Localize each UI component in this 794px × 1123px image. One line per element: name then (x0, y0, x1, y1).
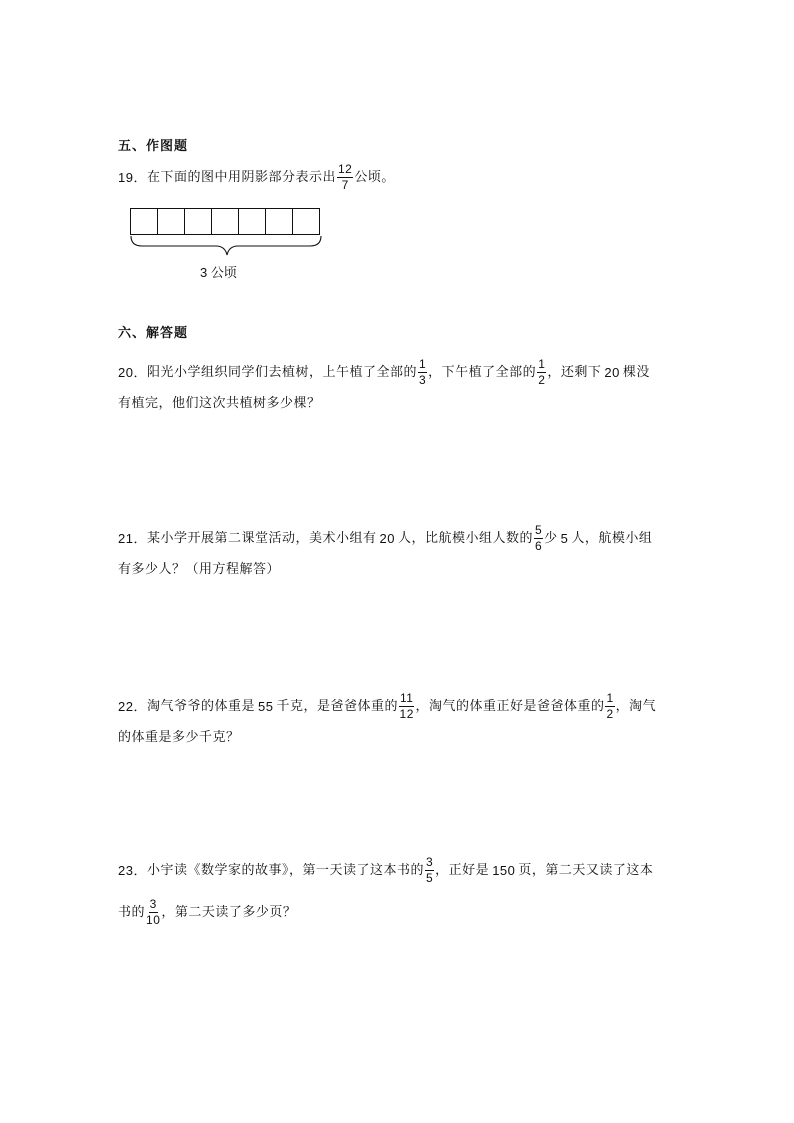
question-text: 少 (544, 530, 558, 546)
question-23-line-2 (118, 898, 296, 927)
fraction-numerator: 3 (149, 897, 157, 911)
question-number: 23． (118, 862, 147, 878)
question-text: ，第二天读了多少页？ (161, 904, 297, 920)
question-text: 千克，是爸爸体重的 (276, 698, 398, 714)
question-text: 在下面的图中用阴影部分表示出 (146, 169, 336, 185)
question-number-value: 20 (604, 364, 620, 380)
fraction-11-12 (399, 692, 414, 721)
fraction-denominator: 12 (399, 707, 414, 721)
fraction-numerator: 5 (534, 523, 543, 537)
question-text: 页，第二天又读了这本 (518, 862, 654, 878)
question-text: 棵没 (622, 364, 650, 380)
question-number-value: 150 (492, 862, 516, 878)
question-number: 21． (118, 530, 147, 546)
grid-cell[interactable] (239, 209, 266, 234)
grid-cell[interactable] (158, 209, 185, 234)
fraction-denominator: 3 (418, 373, 427, 387)
fraction-denominator: 10 (146, 913, 161, 927)
fraction-3-5 (425, 856, 434, 885)
section-six-title: 六、解答题 (118, 326, 189, 341)
question-text: 淘气爷爷的体重是 (146, 698, 255, 714)
shading-grid[interactable] (130, 208, 320, 235)
fraction-5-6 (534, 524, 543, 553)
question-text: ，还剩下 (547, 364, 602, 380)
total-area-label: 3 公顷 (200, 265, 237, 280)
question-text: 某小学开展第二课堂活动，美术小组有 (146, 530, 377, 546)
question-number-value: 5 (560, 530, 569, 546)
fraction-numerator: 1 (538, 357, 546, 371)
question-text: ，淘气 (615, 698, 657, 714)
fraction-3-10 (146, 898, 160, 927)
question-20-line-2: 有植完，他们这次共植树多少棵？ (118, 396, 321, 411)
curly-brace-icon (128, 234, 324, 260)
question-number-value: 20 (379, 530, 395, 546)
question-text: 人，比航模小组人数的 (397, 530, 533, 546)
grid-cell[interactable] (293, 209, 319, 234)
question-number: 22． (118, 698, 147, 714)
question-22-line-2: 的体重是多少千克？ (118, 730, 240, 745)
fraction-numerator: 11 (399, 691, 414, 705)
fraction-1-2 (537, 358, 546, 387)
question-text: 小宇读《数学家的故事》，第一天读了这本书的 (146, 862, 424, 878)
fraction-1-3 (418, 358, 427, 387)
question-19 (118, 163, 395, 192)
fraction-denominator: 5 (425, 871, 434, 885)
question-number: 20． (118, 364, 147, 380)
fraction-1-2 (605, 692, 614, 721)
grid-cell[interactable] (131, 209, 158, 234)
question-21-line-2: 有多少人？（用方程解答） (118, 562, 281, 577)
question-number-value: 55 (257, 698, 274, 714)
question-number: 19． (118, 169, 147, 185)
grid-cell[interactable] (266, 209, 293, 234)
fraction-denominator: 2 (538, 373, 546, 387)
question-text: ，淘气的体重正好是爸爸体重的 (415, 698, 605, 714)
question-text: ，正好是 (435, 862, 490, 878)
fraction-numerator: 1 (606, 691, 614, 705)
fraction-12-7 (337, 163, 353, 192)
grid-cell[interactable] (212, 209, 239, 234)
question-text: ，下午植了全部的 (428, 364, 537, 380)
question-text: 阳光小学组织同学们去植树，上午植了全部的 (146, 364, 417, 380)
fraction-denominator: 2 (606, 707, 614, 721)
question-23-line-1 (118, 856, 653, 885)
fraction-numerator: 1 (418, 357, 427, 371)
question-20-line-1 (118, 358, 650, 387)
fraction-denominator: 6 (534, 539, 543, 553)
fraction-numerator: 12 (337, 162, 353, 176)
fraction-denominator: 7 (341, 178, 349, 192)
fraction-numerator: 3 (425, 855, 434, 869)
question-21-line-1 (118, 524, 652, 553)
section-five-title: 五、作图题 (118, 139, 189, 154)
grid-cell[interactable] (185, 209, 212, 234)
question-text: 公顷。 (354, 169, 395, 185)
question-22-line-1 (118, 692, 656, 721)
question-text: 书的 (118, 904, 146, 920)
question-text: 人，航模小组 (571, 530, 653, 546)
